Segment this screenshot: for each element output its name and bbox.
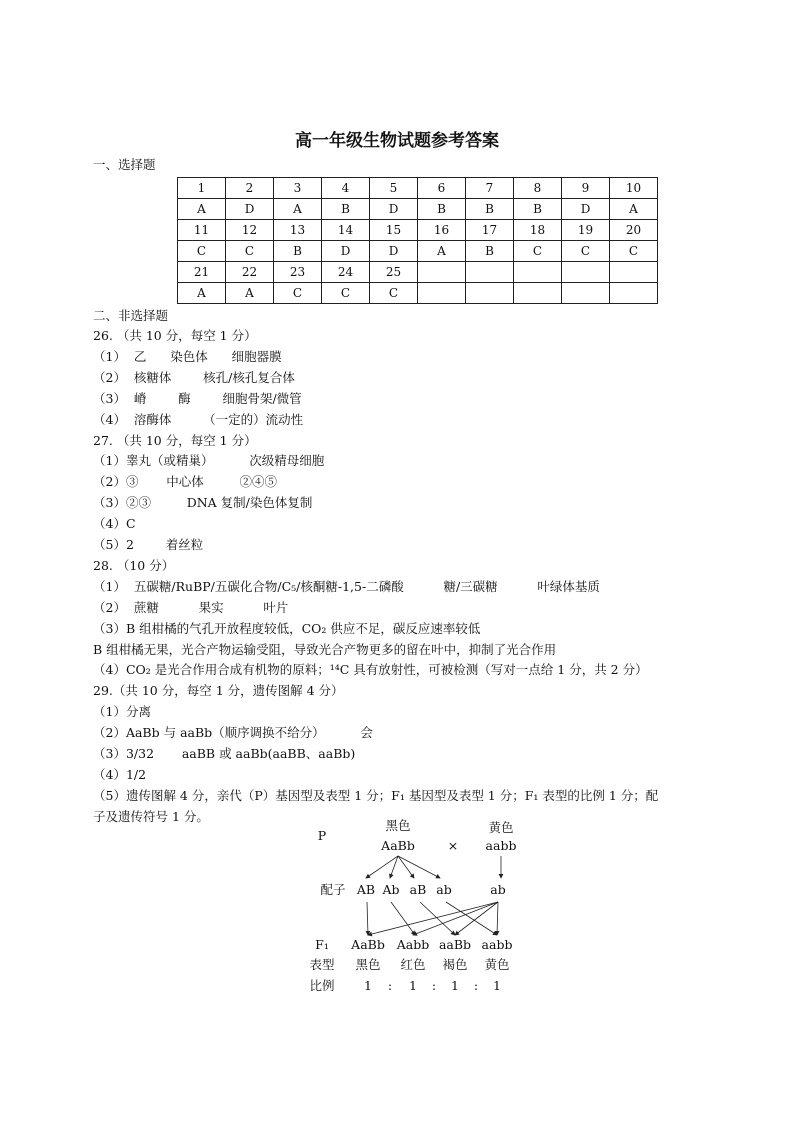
table-cell (466, 283, 514, 304)
table-cell (514, 262, 562, 283)
arrow (398, 856, 440, 878)
table-row (178, 220, 658, 241)
table-cell: A (178, 283, 226, 304)
table-cell (562, 283, 610, 304)
table-cell: 7 (466, 178, 514, 199)
arrow (367, 902, 368, 935)
table-cell: B (418, 199, 466, 220)
table-cell: 20 (610, 220, 658, 241)
table-cell: 14 (322, 220, 370, 241)
ratio-value: 1 (409, 978, 417, 993)
answer-line: （4）1/2 (93, 766, 147, 782)
answer-line: （2） 核糖体 核孔/核孔复合体 (93, 369, 295, 385)
table-cell: C (226, 241, 274, 262)
answer-line: （5）遗传图解 4 分，亲代（P）基因型及表型 1 分；F₁ 基因型及表型 1 分；F₁ 表型的比例 1 分；配 (93, 787, 659, 803)
table-row (178, 283, 658, 304)
section-heading-nonchoice: 二、非选择题 (93, 308, 169, 323)
answer-line: （1） 乙 染色体 细胞器膜 (93, 348, 282, 364)
table-cell: 10 (610, 178, 658, 199)
table-cell: 22 (226, 262, 274, 283)
answer-line: （3）B 组柑橘的气孔开放程度较低，CO₂ 供应不足，碳反应速率较低 (93, 620, 481, 636)
f1-label: F₁ (315, 937, 329, 952)
table-cell: 8 (514, 178, 562, 199)
table-cell: D (562, 199, 610, 220)
table-cell: 24 (322, 262, 370, 283)
table-cell (610, 262, 658, 283)
arrow (368, 902, 498, 935)
table-cell (418, 283, 466, 304)
answer-line: 子及遗传符号 1 分。 (93, 808, 209, 824)
table-cell: C (178, 241, 226, 262)
ratio-value: 1 (364, 978, 372, 993)
table-row (178, 262, 658, 283)
gamete: AB (356, 882, 376, 897)
parent1-genotype: AaBb (381, 838, 415, 853)
arrow (446, 902, 497, 935)
section-heading-choice: 一、选择题 (93, 157, 156, 172)
answer-line: （5）2 着丝粒 (93, 537, 204, 552)
table-cell: 23 (274, 262, 322, 283)
answer-line: （3） 嵴 酶 细胞骨架/微管 (93, 390, 302, 406)
table-cell: C (562, 241, 610, 262)
table-row (178, 199, 658, 220)
f1-genotype: Aabb (396, 937, 430, 952)
table-cell: 9 (562, 178, 610, 199)
gamete: Ab (382, 882, 400, 897)
table-cell: A (610, 199, 658, 220)
ratio-label: 比例 (309, 978, 335, 993)
parent-label: P (317, 828, 327, 843)
arrow (390, 856, 398, 878)
table-cell: 1 (178, 178, 226, 199)
table-cell (466, 262, 514, 283)
ratio-value: 1 (493, 978, 501, 993)
arrow (497, 902, 498, 935)
answer-line: B 组柑橘无果，光合产物运输受阻，导致光合产物更多的留在叶中，抑制了光合作用 (93, 641, 557, 657)
table-cell: D (322, 241, 370, 262)
f1-genotype: aaBb (438, 937, 472, 952)
gamete: aB (409, 882, 427, 897)
gamete: ab (490, 882, 506, 897)
table-cell: 21 (178, 262, 226, 283)
table-cell: 6 (418, 178, 466, 199)
answer-line: （4） 溶酶体 （一定的）流动性 (93, 411, 304, 427)
parent1-phenotype: 黑色 (385, 818, 411, 833)
phenotype-label: 表型 (309, 957, 335, 972)
table-cell: 15 (370, 220, 418, 241)
arrow (391, 902, 415, 935)
table-cell: B (466, 241, 514, 262)
cross-symbol: × (447, 838, 459, 853)
f1-phenotype: 红色 (400, 957, 426, 972)
table-cell: 18 (514, 220, 562, 241)
table-cell: B (322, 199, 370, 220)
gamete: ab (436, 882, 452, 897)
table-cell: 13 (274, 220, 322, 241)
page-title: 高一年级生物试题参考答案 (295, 131, 499, 151)
table-cell: 4 (322, 178, 370, 199)
answer-line: （4）CO₂ 是光合作用合成有机物的原料；¹⁴C 具有放射性，可被检测（写对一点给 1 分，共 2 分） (93, 662, 648, 678)
table-cell (610, 283, 658, 304)
answer-line: （2）③ 中心体 ②④⑤ (93, 474, 278, 490)
table-cell: 19 (562, 220, 610, 241)
table-cell: A (274, 199, 322, 220)
table-cell: C (322, 283, 370, 304)
table-cell: 12 (226, 220, 274, 241)
f1-phenotype: 褐色 (442, 957, 468, 972)
answer-line: 28. （10 分） (93, 557, 175, 573)
table-cell: C (610, 241, 658, 262)
table-cell: D (370, 199, 418, 220)
table-cell (418, 262, 466, 283)
table-cell (514, 283, 562, 304)
arrow (455, 902, 498, 935)
table-cell: B (274, 241, 322, 262)
table-cell: 3 (274, 178, 322, 199)
table-cell: 17 (466, 220, 514, 241)
arrow (413, 902, 498, 935)
answer-line: （1）分离 (93, 704, 151, 720)
ratio-separator: : (473, 978, 479, 993)
f1-genotype: AaBb (351, 937, 385, 952)
table-cell: A (178, 199, 226, 220)
parent2-phenotype: 黄色 (488, 820, 514, 835)
table-cell: C (514, 241, 562, 262)
answer-line: （4）C (93, 516, 136, 532)
answer-table (177, 177, 658, 304)
answer-line: 29.（共 10 分，每空 1 分，遗传图解 4 分） (93, 683, 344, 699)
f1-phenotype: 黑色 (355, 957, 381, 972)
parent2-genotype: aabb (485, 838, 517, 853)
answer-line: （2）AaBb 与 aaBb（顺序调换不给分） 会 (93, 725, 373, 741)
f1-phenotype: 黄色 (484, 957, 510, 972)
table-cell: 11 (178, 220, 226, 241)
table-cell: 16 (418, 220, 466, 241)
table-cell: B (514, 199, 562, 220)
answer-line: （3）3/32 aaBB 或 aaBb(aaBB、aaBb) (93, 746, 356, 761)
table-cell: 5 (370, 178, 418, 199)
table-row (178, 178, 658, 199)
answer-line: （1）睾丸（或精巢） 次级精母细胞 (93, 453, 325, 469)
table-cell: B (466, 199, 514, 220)
ratio-separator: : (431, 978, 437, 993)
ratio-value: 1 (451, 978, 459, 993)
table-cell: A (226, 283, 274, 304)
f1-genotype: aabb (481, 937, 513, 952)
arrow (420, 902, 455, 935)
table-cell: C (370, 283, 418, 304)
table-cell: A (418, 241, 466, 262)
table-row (178, 241, 658, 262)
answer-line: 27. （共 10 分，每空 1 分） (93, 432, 257, 448)
answer-line: （1） 五碳糖/RuBP/五碳化合物/C₅/核酮糖-1,5-二磷酸 糖/三碳糖 叶绿体基质 (93, 578, 600, 594)
table-cell: D (226, 199, 274, 220)
ratio-separator: : (387, 978, 393, 993)
answer-line: 26. （共 10 分，每空 1 分） (93, 328, 257, 343)
table-cell: C (274, 283, 322, 304)
answer-line: （2） 蔗糖 果实 叶片 (93, 599, 289, 615)
arrow (366, 856, 398, 878)
arrow (398, 856, 414, 878)
table-cell (562, 262, 610, 283)
table-cell: 25 (370, 262, 418, 283)
table-cell: 2 (226, 178, 274, 199)
table-cell: D (370, 241, 418, 262)
answer-line: （3）②③ DNA 复制/染色体复制 (93, 495, 313, 511)
gamete-label: 配子 (320, 882, 346, 897)
